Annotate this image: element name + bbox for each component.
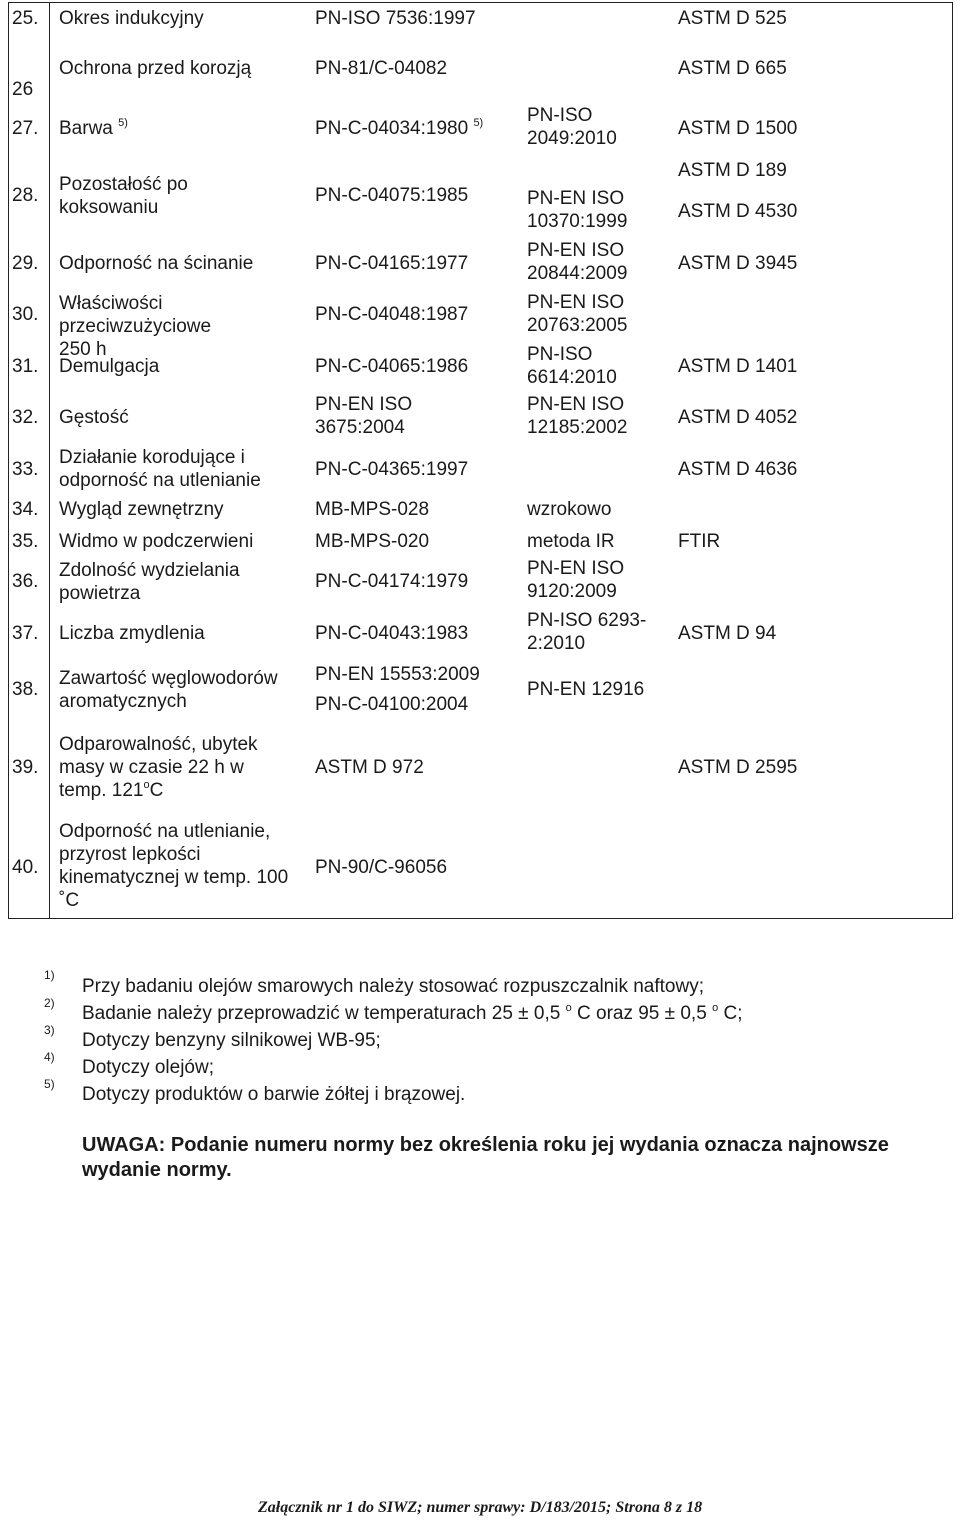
row-30-iso-standard: PN-EN ISO 20763:2005 xyxy=(527,292,628,336)
row-29-astm-standard: ASTM D 3945 xyxy=(678,253,798,274)
row-33-number: 33. xyxy=(12,459,39,480)
row-39-astm-standard-b: ASTM D 2595 xyxy=(678,757,798,778)
row-28-astm-standard-b: ASTM D 4530 xyxy=(678,201,798,222)
row-28-name: Pozostałość po koksowaniu xyxy=(59,174,188,218)
row-37-iso-standard: PN-ISO 6293-2:2010 xyxy=(527,610,647,654)
row-38-iso-standard: PN-EN 12916 xyxy=(527,679,645,700)
row-28-astm-standard-a: ASTM D 189 xyxy=(678,160,787,181)
row-35-pn-standard: MB-MPS-020 xyxy=(315,531,430,552)
row-35-name: Widmo w podczerwieni xyxy=(59,531,254,552)
row-35-astm-standard: FTIR xyxy=(678,531,721,552)
table-border-right xyxy=(952,2,953,918)
row-31-number: 31. xyxy=(12,356,39,377)
row-27-pn-standard: PN-C-04034:1980 $^{5)}$ xyxy=(315,117,484,139)
row-25-pn-standard: PN-ISO 7536:1997 xyxy=(315,8,476,29)
row-28-iso-standard: PN-EN ISO 10370:1999 xyxy=(527,188,628,232)
row-35-number: 35. xyxy=(12,531,39,552)
row-40-pn-standard: PN-90/C-96056 xyxy=(315,857,448,878)
row-32-pn-standard: PN-EN ISO 3675:2004 xyxy=(315,394,413,438)
row-25-astm-standard: ASTM D 525 xyxy=(678,8,787,29)
row-27-astm-standard: ASTM D 1500 xyxy=(678,118,798,139)
row-33-astm-standard: ASTM D 4636 xyxy=(678,459,798,480)
page-footer: Załącznik nr 1 do SIWZ; numer sprawy: D/183/2015; Strona 8 z 18 xyxy=(258,1499,703,1516)
row-27-name: Barwa $^{5)}$ xyxy=(59,117,128,139)
row-36-pn-standard: PN-C-04174:1979 xyxy=(315,571,469,592)
footnote-2-text: Badanie należy przeprowadzić w temperaturach 25 ± 0,5 $^o$ C oraz 95 ± 0,5 $^o$ C; xyxy=(82,1002,743,1024)
row-29-name: Odporność na ścinanie xyxy=(59,253,254,274)
row-39-name: Odparowalność, ubytek masy w czasie 22 h w temp. 121$^o$C xyxy=(59,734,258,801)
row-31-astm-standard: ASTM D 1401 xyxy=(678,356,798,377)
row-26-number: 26 xyxy=(12,79,34,100)
row-28-number: 28. xyxy=(12,185,39,206)
row-37-number: 37. xyxy=(12,623,39,644)
row-34-method: wzrokowo xyxy=(527,499,612,520)
footnote-1-mark: 1) xyxy=(44,968,55,982)
row-25-name: Okres indukcyjny xyxy=(59,8,204,29)
row-36-iso-standard: PN-EN ISO 9120:2009 xyxy=(527,558,625,602)
row-36-number: 36. xyxy=(12,571,39,592)
row-28-pn-standard: PN-C-04075:1985 xyxy=(315,185,469,206)
row-40-number: 40. xyxy=(12,857,39,878)
row-29-number: 29. xyxy=(12,253,39,274)
footnote-5-text: Dotyczy produktów o barwie żółtej i brązowej. xyxy=(82,1084,466,1105)
footnote-3-mark: 3) xyxy=(44,1023,55,1037)
row-32-name: Gęstość xyxy=(59,407,129,428)
row-33-pn-standard: PN-C-04365:1997 xyxy=(315,459,469,480)
table-border-top xyxy=(8,2,953,3)
row-25-number: 25. xyxy=(12,8,39,29)
footnote-5-mark: 5) xyxy=(44,1077,55,1091)
footnote-4-mark: 4) xyxy=(44,1050,55,1064)
row-26-pn-standard: PN-81/C-04082 xyxy=(315,58,448,79)
row-29-pn-standard: PN-C-04165:1977 xyxy=(315,253,469,274)
row-31-pn-standard: PN-C-04065:1986 xyxy=(315,356,469,377)
row-30-pn-standard: PN-C-04048:1987 xyxy=(315,304,469,325)
row-30-name: Właściwości przeciwzużyciowe 250 h xyxy=(59,293,212,360)
row-27-iso-standard: PN-ISO 2049:2010 xyxy=(527,105,617,149)
footnote-3-text: Dotyczy benzyny silnikowej WB-95; xyxy=(82,1030,381,1051)
column-divider-number xyxy=(49,2,50,918)
row-38-name: Zawartość węglowodorów aromatycznych xyxy=(59,668,278,712)
row-31-name: Demulgacja xyxy=(59,356,160,377)
row-26-astm-standard: ASTM D 665 xyxy=(678,58,787,79)
row-37-pn-standard: PN-C-04043:1983 xyxy=(315,623,469,644)
row-40-name: Odporność na utlenianie, przyrost lepkości kinematycznej w temp. 100 ˚C xyxy=(59,821,289,911)
footnote-2-mark: 2) xyxy=(44,996,55,1010)
row-34-number: 34. xyxy=(12,499,39,520)
row-32-number: 32. xyxy=(12,407,39,428)
row-38-pn-standard-b: PN-C-04100:2004 xyxy=(315,694,469,715)
row-38-number: 38. xyxy=(12,679,39,700)
row-32-astm-standard: ASTM D 4052 xyxy=(678,407,798,428)
row-39-astm-standard-a: ASTM D 972 xyxy=(315,757,424,778)
row-31-iso-standard: PN-ISO 6614:2010 xyxy=(527,344,617,388)
row-34-name: Wygląd zewnętrzny xyxy=(59,499,224,520)
warning-note: UWAGA: Podanie numeru normy bez określenia roku jej wydania oznacza najnowsze wydanie normy. xyxy=(82,1134,889,1181)
row-37-astm-standard: ASTM D 94 xyxy=(678,623,777,644)
table-border-bottom xyxy=(8,918,953,919)
row-32-iso-standard: PN-EN ISO 12185:2002 xyxy=(527,394,628,438)
row-29-iso-standard: PN-EN ISO 20844:2009 xyxy=(527,240,628,284)
row-26-name: Ochrona przed korozją xyxy=(59,58,252,79)
footnote-4-text: Dotyczy olejów; xyxy=(82,1057,214,1078)
row-35-method: metoda IR xyxy=(527,531,615,552)
row-30-number: 30. xyxy=(12,304,39,325)
table-border-left xyxy=(8,2,9,918)
row-37-name: Liczba zmydlenia xyxy=(59,623,205,644)
row-39-number: 39. xyxy=(12,757,39,778)
row-34-pn-standard: MB-MPS-028 xyxy=(315,499,430,520)
row-33-name: Działanie korodujące i odporność na utlenianie xyxy=(59,447,261,491)
row-27-number: 27. xyxy=(12,118,39,139)
row-36-name: Zdolność wydzielania powietrza xyxy=(59,560,240,604)
row-38-pn-standard-a: PN-EN 15553:2009 xyxy=(315,664,480,685)
footnote-1-text: Przy badaniu olejów smarowych należy stosować rozpuszczalnik naftowy; xyxy=(82,976,704,997)
